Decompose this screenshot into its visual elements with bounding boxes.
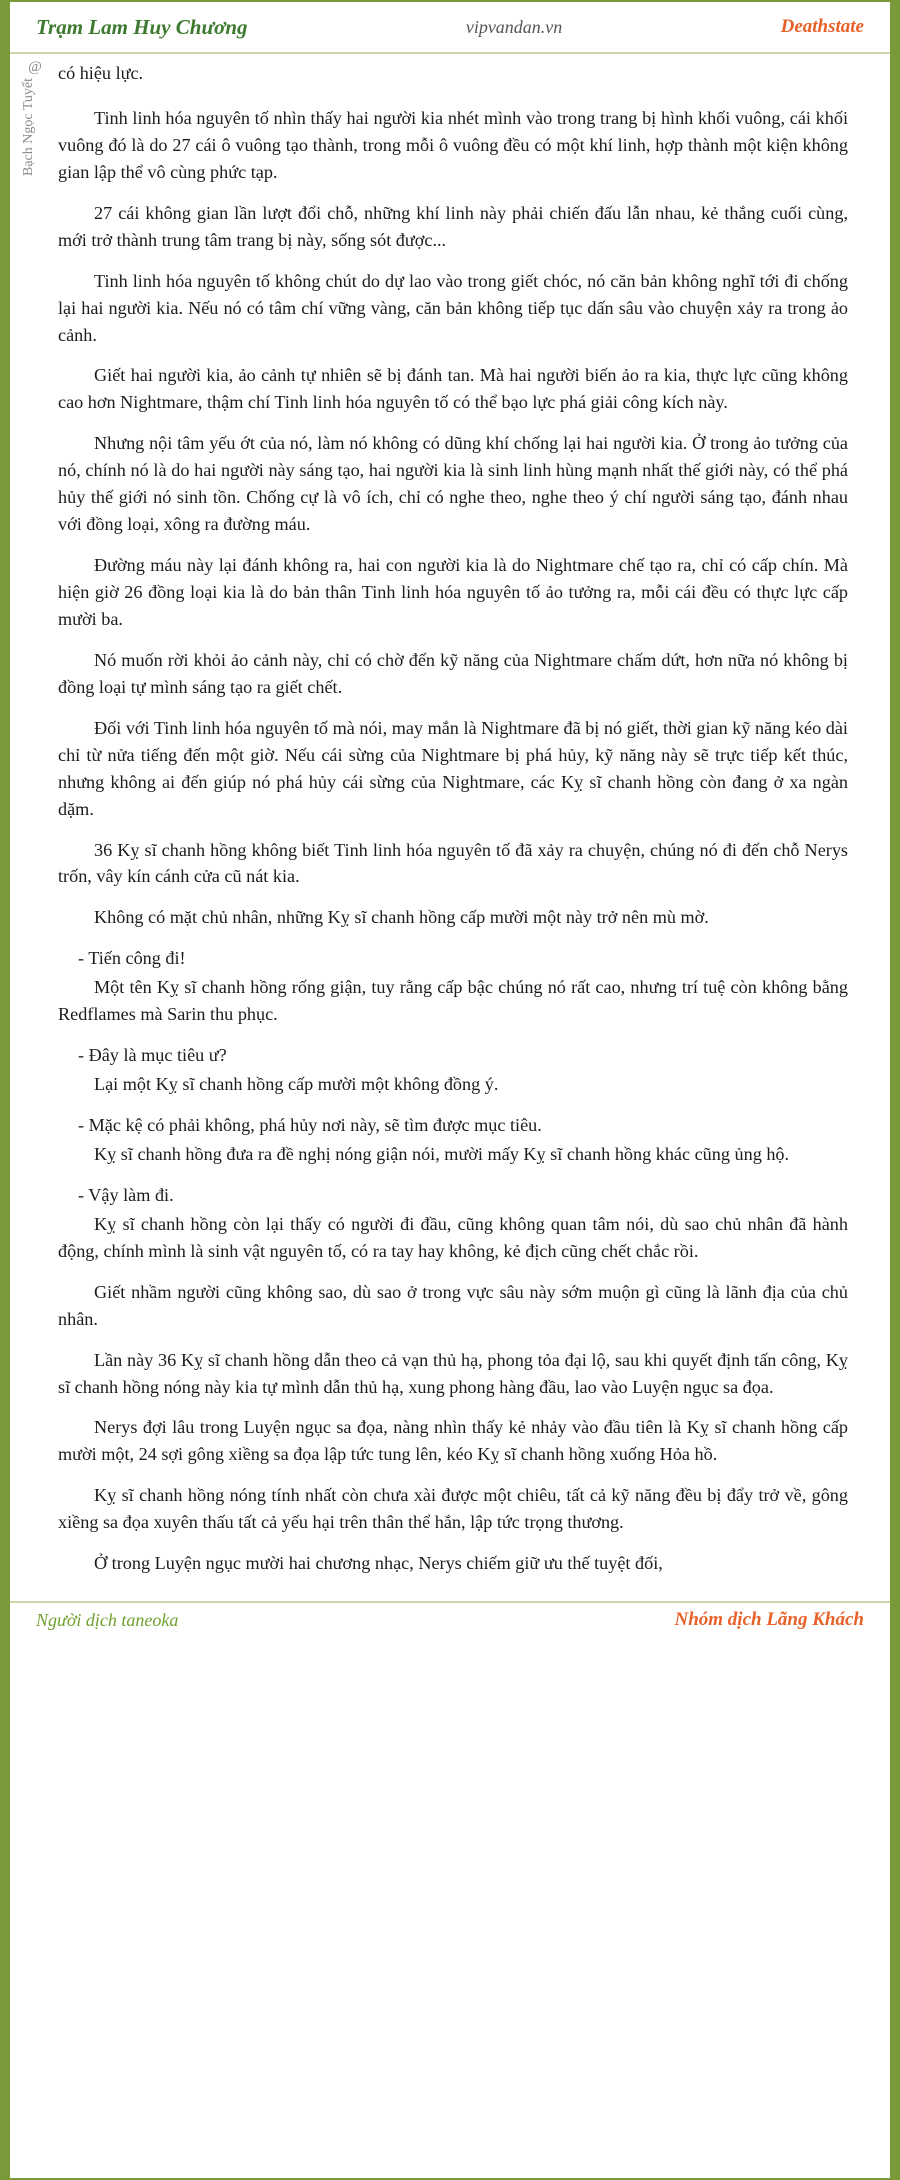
paragraph: Ở trong Luyện ngục mười hai chương nhạc, Nerys chiếm giữ ưu thế tuyệt đối, xyxy=(94,1553,663,1574)
chapter-text xyxy=(10,54,890,1601)
paragraph: Tinh linh hóa nguyên tố nhìn thấy hai người kia nhét mình vào trong trang bị hình khối vuông, cái khối vuông đó là do 27 cái ô vuông tạo thành, trong mỗi ô vuông đều có một khí linh, hợp thành một kiện không gian lập thể vô cùng phức tạp. xyxy=(58,107,848,182)
footer-translator: Người dịch taneoka xyxy=(36,1609,179,1630)
paragraph: Kỵ sĩ chanh hồng đưa ra đề nghị nóng giận nói, mười mấy Kỵ sĩ chanh hồng khác cũng ủng hộ. xyxy=(94,1143,790,1164)
paragraph: Nhưng nội tâm yếu ớt của nó, làm nó không có dũng khí chống lại hai người kia. Ở trong ảo tưởng của nó, chính nó là do hai người này sáng tạo, hai người kia là sinh linh hùng mạnh nhất thế giới này, có thể phá hủy thế giới nó sinh tồn. Chống cự là vô ích, chỉ có nghe theo, nghe theo ý chí người sáng tạo, đánh nhau với đồng loại, xông ra đường máu. xyxy=(58,433,848,535)
paragraph: Một tên Kỵ sĩ chanh hồng rống giận, tuy rằng cấp bậc chúng nó rất cao, nhưng trí tuệ còn không bằng Redflames mà Sarin thu phục. xyxy=(58,977,848,1025)
dialogue-line: - Mặc kệ có phải không, phá hủy nơi này, sẽ tìm được mục tiêu. xyxy=(78,1115,542,1135)
watermark-at-symbol: @ xyxy=(28,59,42,75)
paragraph: Nó muốn rời khỏi ảo cảnh này, chỉ có chờ đến kỹ năng của Nightmare chấm dứt, hơn nữa nó không bị đồng loại tự mình sáng tạo ra giết chết. xyxy=(58,649,848,697)
paragraph: 27 cái không gian lần lượt đổi chỗ, những khí linh này phải chiến đấu lẫn nhau, kẻ thắng cuối cùng, mới trở thành trung tâm trang bị này, sống sót được... xyxy=(58,202,848,250)
paragraph: Giết hai người kia, ảo cảnh tự nhiên sẽ bị đánh tan. Mà hai người biến ảo ra kia, thực lực cũng không cao hơn Nightmare, thậm chí Tinh linh hóa nguyên tố có thể bạo lực phá giải công kích này. xyxy=(58,365,848,413)
paragraph: Không có mặt chủ nhân, những Kỵ sĩ chanh hồng cấp mười một này trở nên mù mờ. xyxy=(94,907,709,928)
paragraph: Đối với Tinh linh hóa nguyên tố mà nói, may mắn là Nightmare đã bị nó giết, thời gian kỹ năng kéo dài chỉ từ nửa tiếng đến một giờ. Nếu cái sừng của Nightmare bị phá hủy, kỹ năng này sẽ trực tiếp kết thúc, nhưng không ai đến giúp nó phá hủy cái sừng của Nightmare, các Kỵ sĩ chanh hồng còn đang ở xa ngàn dặm. xyxy=(58,717,848,819)
paragraph: Lần này 36 Kỵ sĩ chanh hồng dẫn theo cả vạn thủ hạ, phong tỏa đại lộ, sau khi quyết định tấn công, Kỵ sĩ chanh hồng nóng này kia tự mình dẫn thủ hạ, xung phong hàng đầu, lao vào Luyện ngục sa đọa. xyxy=(58,1349,848,1397)
header-novel-title: Deathstate xyxy=(780,16,864,37)
dialogue-line: - Đây là mục tiêu ư? xyxy=(78,1045,227,1066)
page-header xyxy=(10,2,890,54)
paragraph: Giết nhầm người cũng không sao, dù sao ở trong vực sâu này sớm muộn gì cũng là lãnh địa của chủ nhân. xyxy=(58,1281,848,1329)
paragraph: Lại một Kỵ sĩ chanh hồng cấp mười một không đồng ý. xyxy=(94,1074,499,1095)
paragraph: Tinh linh hóa nguyên tố không chút do dự lao vào trong giết chóc, nó căn bản không nghĩ tới đi chống lại hai người kia. Nếu nó có tâm chí vững vàng, căn bản không tiếp tục dấn sâu vào chuyện xảy ra trong ảo cảnh. xyxy=(58,270,848,345)
page-footer xyxy=(10,1601,890,1639)
dialogue-line: - Vậy làm đi. xyxy=(78,1184,174,1205)
header-site-title: Trạm Lam Huy Chương xyxy=(36,14,248,39)
paragraph: 36 Kỵ sĩ chanh hồng không biết Tinh linh hóa nguyên tố đã xảy ra chuyện, chúng nó đi đến chỗ Nerys trốn, vây kín cánh cửa cũ nát kia. xyxy=(58,839,848,887)
paragraph: Kỵ sĩ chanh hồng nóng tính nhất còn chưa xài được một chiêu, tất cả kỹ năng đều bị đẩy trở về, gông xiềng sa đọa xuyên thấu tất cả yếu hại trên thân thể hắn, lập tức trọng thương. xyxy=(58,1485,848,1533)
paragraph: Kỵ sĩ chanh hồng còn lại thấy có người đi đầu, cũng không quan tâm nói, dù sao chủ nhân đã hành động, chính mình là sinh vật nguyên tố, có ra tay hay không, kẻ địch cũng chết chắc rồi. xyxy=(58,1213,848,1261)
paragraph: có hiệu lực. xyxy=(58,63,144,83)
paragraph: Đường máu này lại đánh không ra, hai con người kia là do Nightmare chế tạo ra, chỉ có cấp chín. Mà hiện giờ 26 đồng loại kia là do bản thân Tinh linh hóa nguyên tố ảo tưởng ra, mỗi cái đều có thực lực cấp mười ba. xyxy=(58,555,848,629)
header-site-url: vipvandan.vn xyxy=(465,16,563,37)
watermark-name: Bạch Ngọc Tuyết xyxy=(21,77,36,176)
dialogue-line: - Tiến công đi! xyxy=(78,948,186,969)
footer-group: Nhóm dịch Lãng Khách xyxy=(674,1609,864,1631)
watermark xyxy=(22,60,48,176)
paragraph: Nerys đợi lâu trong Luyện ngục sa đọa, nàng nhìn thấy kẻ nhảy vào đầu tiên là Kỵ sĩ chanh hồng cấp mười một, 24 sợi gông xiềng sa đọa lập tức tung lên, kéo Kỵ sĩ chanh hồng xuống Hỏa hồ. xyxy=(58,1417,848,1465)
